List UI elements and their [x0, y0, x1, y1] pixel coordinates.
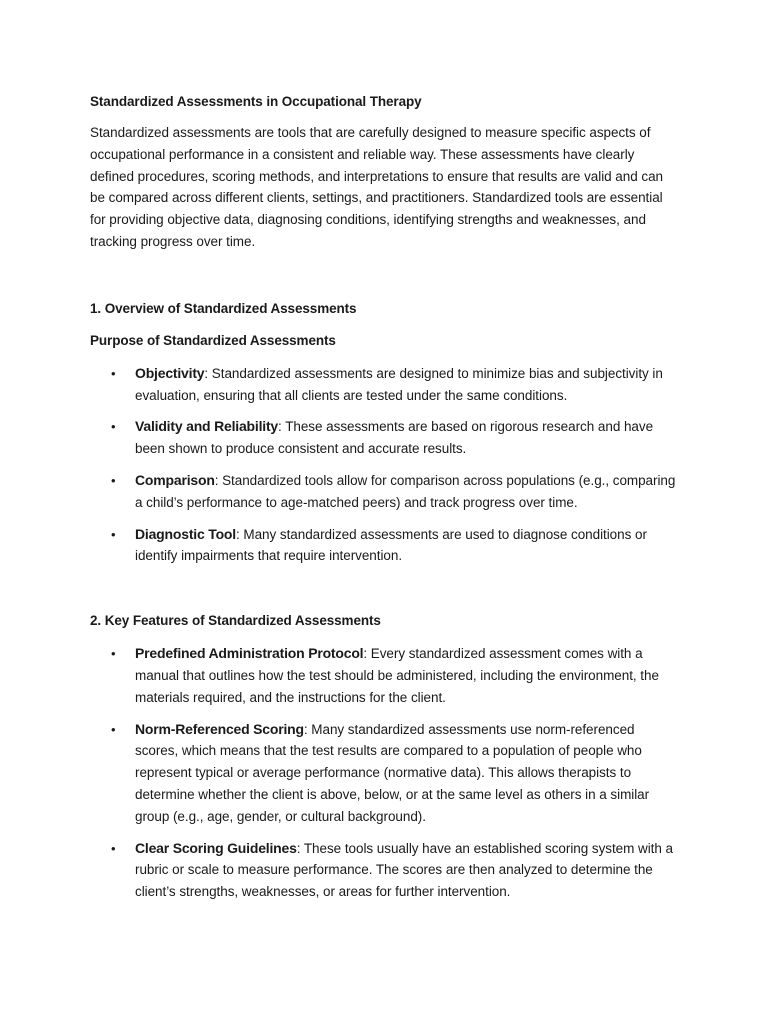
bullet-icon: • — [111, 721, 116, 737]
list-item-text: : Standardized assessments are designed to minimize bias and subjectivity in evaluation, ensuring that all clients are tested under the same conditions. — [135, 365, 663, 403]
list-item-text: : Standardized tools allow for comparison across populations (e.g., comparing a child’s performance to age-matched peers) and track progress over time. — [135, 472, 676, 510]
list-item-term: Diagnostic Tool — [135, 525, 236, 542]
list-item — [90, 470, 676, 514]
list-item — [90, 363, 676, 407]
list-item — [90, 838, 676, 903]
document-title: Standardized Assessments in Occupational Therapy — [90, 94, 422, 109]
bullet-icon: • — [111, 472, 116, 488]
list-item-text: : Every standardized assessment comes with a manual that outlines how the test should be administered, including the environment, the materials required, and the instructions for the client. — [135, 646, 659, 705]
section-2-list — [90, 643, 676, 903]
section-1-subheading: Purpose of Standardized Assessments — [90, 332, 336, 348]
section-1-heading: 1. Overview of Standardized Assessments — [90, 300, 357, 316]
list-item-term: Comparison — [135, 471, 215, 488]
list-item-text: : Many standardized assessments use norm-referenced scores, which means that the test results are compared to a population of people who represent typical or average performance (normative data). This allows therapists to determine whether the client is above, below, or at the same level as others in a similar group (e.g., age, gender, or cultural background). — [135, 721, 650, 824]
section-2-heading: 2. Key Features of Standardized Assessments — [90, 613, 381, 629]
list-item-term: Objectivity — [135, 364, 205, 381]
intro-paragraph: Standardized assessments are tools that are carefully designed to measure specific aspects of occupational performance in a consistent and reliable way. These assessments have clearly defined procedures, scoring methods, and interpretations to ensure that results are valid and can be compared across different clients, settings, and practitioners. Standardized tools are essential for providing objective data, diagnosing conditions, identifying strengths and weaknesses, and tracking progress over time. — [90, 125, 663, 249]
list-item — [90, 643, 676, 708]
bullet-icon: • — [111, 526, 116, 542]
list-item-text: : Many standardized assessments are used to diagnose conditions or identify impairments that require intervention. — [135, 526, 647, 564]
bullet-icon: • — [111, 365, 116, 381]
bullet-icon: • — [111, 646, 116, 662]
list-item — [90, 416, 676, 460]
bullet-icon: • — [111, 419, 116, 435]
list-item-text: : These assessments are based on rigorous research and have been shown to produce consistent and accurate results. — [135, 419, 654, 457]
list-item — [90, 524, 676, 568]
list-item-term: Predefined Administration Protocol — [135, 645, 364, 662]
list-item-text: : These tools usually have an established scoring system with a rubric or scale to measure performance. The scores are then analyzed to determine the client’s strengths, weaknesses, or areas for further intervention. — [135, 840, 674, 900]
list-item-term: Norm-Referenced Scoring — [135, 720, 304, 737]
list-item — [90, 719, 676, 828]
list-item-term: Validity and Reliability — [135, 418, 279, 435]
bullet-icon: • — [111, 840, 116, 856]
section-1-list — [90, 363, 676, 567]
list-item-term: Clear Scoring Guidelines — [135, 839, 297, 856]
